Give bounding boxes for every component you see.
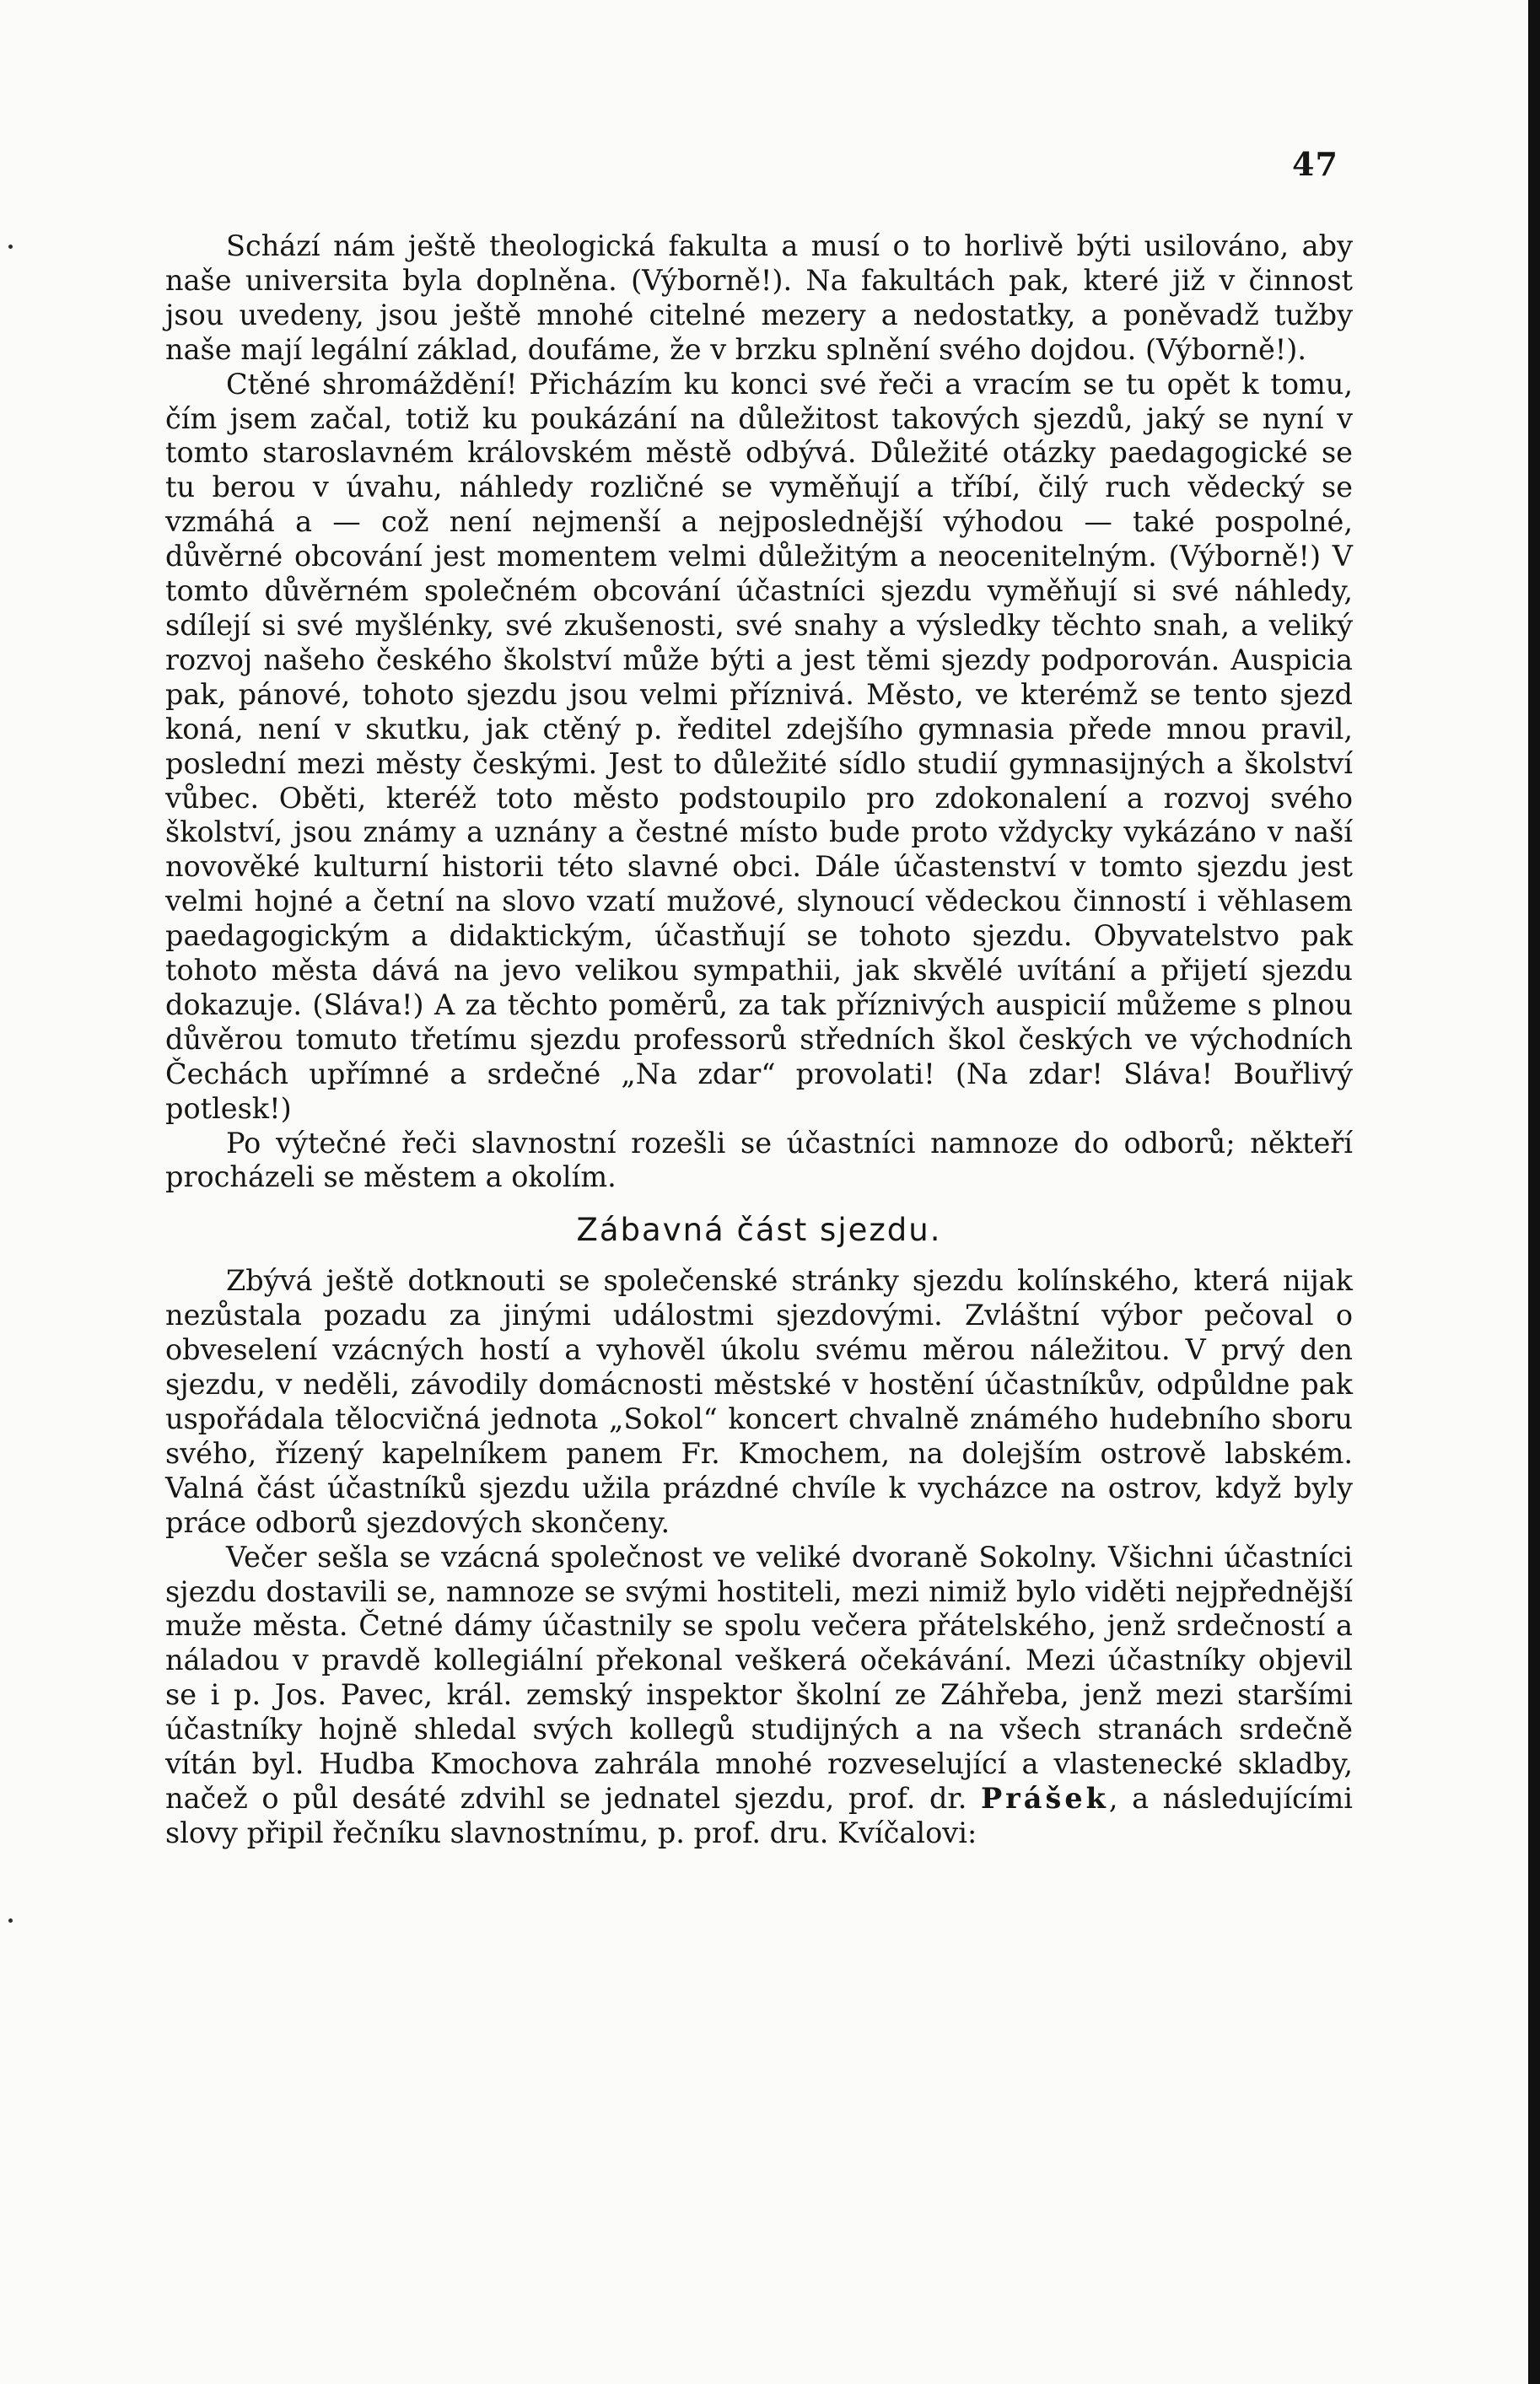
paragraph-after-speech: Po výtečné řeči slavnostní rozešli se účastníci namnoze do odborů; někteří procházeli se městem a okolím. — [165, 1126, 1353, 1194]
paragraph-theology: Schází nám ještě theologická fakulta a musí o to horlivě býti usilováno, aby naše universita byla doplněna. (Výborně!). Na fakultách pak, které již v činnost jsou uvedeny, jsou ještě mnohé citelné mezery a nedostatky, a poněvadž tužby naše mají legální základ, doufáme, že v brzku splnění svého dojdou. (Výborně!). — [165, 229, 1353, 366]
page-body — [165, 229, 1353, 1851]
paragraph-evening-start: Večer sešla se vzácná společnost ve veliké dvoraně Sokolny. Všichni účastníci sjezdu dostavili se, namnoze se svými hostiteli, mezi nimiž bylo viděti nejpřednější muže města. Četné dámy účastnily se spolu večera přátelského, jenž srdečností a náladou v pravdě kollegiální překonal veškerá očekávání. Mezi účastníky objevil se i p. Jos. Pavec, král. zemský inspektor školní ze Záhřeba, jenž mezi staršími účastníky hojně shledal svých kollegů studijných a na všech stranách srdečně vítán byl. Hudba Kmochova zahrála mnohé rozveselující a vlastenecké skladby, načež o půl desáté zdvihl se jednatel sjezdu, prof. dr. — [165, 1540, 1353, 1815]
paragraph-speech: Ctěné shromáždění! Přicházím ku konci své řeči a vracím se tu opět k tomu, čím jsem začal, totiž ku poukázání na důležitost takových sjezdů, jaký se nyní v tomto staroslavném královském městě odbývá. Důležité otázky paedagogické se tu berou v úvahu, náhledy rozličné se vyměňují a tříbí, čilý ruch vědecký se vzmáhá a — což není nejmenší a nejposlednější výhodou — také pospolné, důvěrné obcování jest momentem velmi důležitým a neocenitelným. (Výborně!) V tomto důvěrném společném obcování účastníci sjezdu vyměňují si své náhledy, sdílejí si své myšlénky, své zkušenosti, své snahy a výsledky těchto snah, a veliký rozvoj našeho českého školství může býti a jest těmi sjezdy podporován. Auspicia pak, pánové, tohoto sjezdu jsou velmi příznivá. Město, ve kterémž se tento sjezd koná, není v skutku, jak ctěný p. ředitel zdejšího gymnasia přede mnou pravil, poslední mezi městy českými. Jest to důležité sídlo studií gymnasijných a školství vůbec. Oběti, kteréž toto město podstoupilo pro zdokonalení a rozvoj svého školství, jsou známy a uznány a čestné místo bude proto vždycky vykázáno v naší novověké kulturní historii této slavné obci. Dále účastenství v tomto sjezdu jest velmi hojné a četní na slovo vzatí mužové, slynoucí vědeckou činností i věhlasem paedagogickým a didaktickým, účastňují se tohoto sjezdu. Obyvatelstvo pak tohoto města dává na jevo velikou sympathii, jak skvělé uvítání a přijetí sjezdu dokazuje. (Sláva!) A za těchto poměrů, za tak příznivých auspicií můžeme s plnou důvěrou tomuto třetímu sjezdu professorů středních škol českých ve východních Čechách upřímné a srdečné „Na zdar“ provolati! (Na zdar! Sláva! Bouřlivý potlesk!) — [165, 367, 1353, 1125]
scan-speck — [8, 1919, 13, 1923]
paragraph-evening — [165, 1541, 1353, 1851]
page-edge-shadow — [1528, 0, 1540, 2384]
speaker-name: Prášek — [980, 1781, 1109, 1815]
page-number: 47 — [1292, 145, 1338, 183]
scan-speck — [8, 245, 13, 249]
section-heading: Zábavná část sjezdu. — [576, 1212, 942, 1249]
paragraph-evening-end: , a následujícími slovy připil řečníku slavnostnímu, p. prof. dru. Kvíčalovi: — [165, 1781, 1353, 1849]
paragraph-social: Zbývá ještě dotknouti se společenské stránky sjezdu kolínského, která nijak nezůstala pozadu za jinými událostmi sjezdovými. Zvláštní výbor pečoval o obveselení vzácných hostí a vyhověl úkolu svému měrou náležitou. V prvý den sjezdu, v neděli, závodily domácnosti městské v hostění účastníkův, odpůldne pak uspořádala tělocvičná jednota „Sokol“ koncert chvalně známého hudebního sboru svého, řízený kapelníkem panem Fr. Kmochem, na dolejším ostrově labském. Valná část účastníků sjezdu užila prázdné chvíle k vycházce na ostrov, když byly práce odborů sjezdových skončeny. — [165, 1264, 1353, 1539]
